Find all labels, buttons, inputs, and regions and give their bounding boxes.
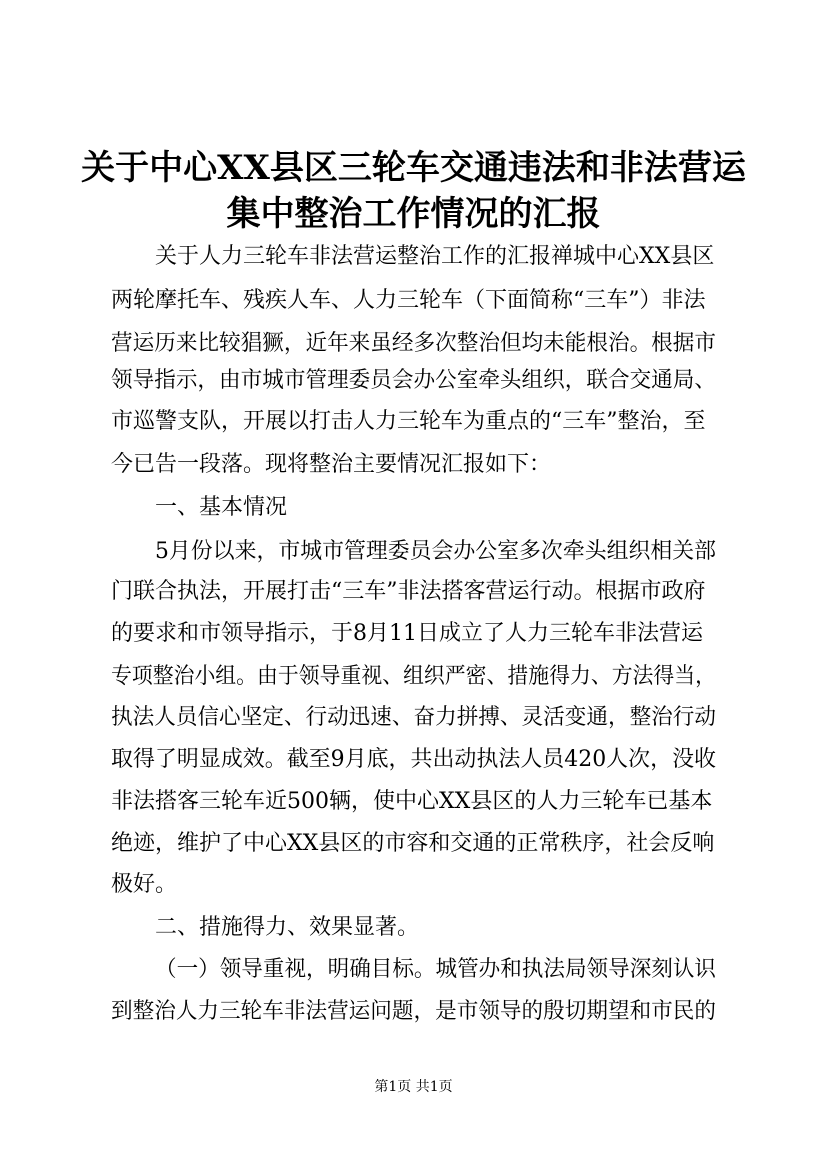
paragraph-line: （一）领导重视，明确目标。城管办和执法局领导深刻认识 [155, 957, 717, 982]
document-title-line-1: 关于中心XX县区三轮车交通违法和非法营运 [81, 148, 746, 188]
paragraph-line: 专项整治小组。由于领导重视、组织严密、措施得力、方法得当， [111, 664, 717, 689]
page-footer: 第1页 共1页 [374, 1079, 453, 1095]
paragraph-line: 非法搭客三轮车近500辆，使中心XX县区的人力三轮车已基本 [111, 789, 713, 814]
paragraph-line: 5月份以来，市城市管理委员会办公室多次牵头组织相关部 [155, 539, 716, 564]
paragraph-line: 取得了明显成效。截至9月底，共出动执法人员420人次，没收 [111, 747, 716, 772]
section-heading: 二、措施得力、效果显著。 [155, 915, 420, 940]
paragraph-line: 营运历来比较猖獗，近年来虽经多次整治但均未能根治。根据市 [111, 331, 717, 356]
paragraph-line: 两轮摩托车、残疾人车、人力三轮车（下面简称“三车”）非法 [111, 288, 706, 313]
paragraph-line: 极好。 [111, 872, 178, 897]
paragraph-line: 执法人员信心坚定、行动迅速、奋力拼搏、灵活变通，整治行动 [111, 705, 717, 730]
paragraph-line: 绝迹，维护了中心XX县区的市容和交通的正常秩序，社会反响 [111, 831, 715, 856]
paragraph-line: 关于人力三轮车非法营运整治工作的汇报禅城中心XX县区 [155, 244, 715, 269]
paragraph-line: 领导指示，由市城市管理委员会办公室牵头组织，联合交通局、 [111, 368, 717, 393]
paragraph-line: 门联合执法，开展打击“三车”非法搭客营运行动。根据市政府 [111, 579, 706, 604]
paragraph-line: 市巡警支队，开展以打击人力三轮车为重点的“三车”整治，至 [111, 409, 706, 434]
paragraph-line: 今已告一段落。现将整治主要情况汇报如下： [111, 452, 552, 477]
paragraph-line: 的要求和市领导指示，于8月11日成立了人力三轮车非法营运 [111, 621, 703, 646]
document-title-line-2: 集中整治工作情况的汇报 [226, 194, 601, 234]
section-heading: 一、基本情况 [155, 495, 288, 520]
paragraph-line: 到整治人力三轮车非法营运问题，是市领导的殷切期望和市民的 [111, 999, 717, 1024]
